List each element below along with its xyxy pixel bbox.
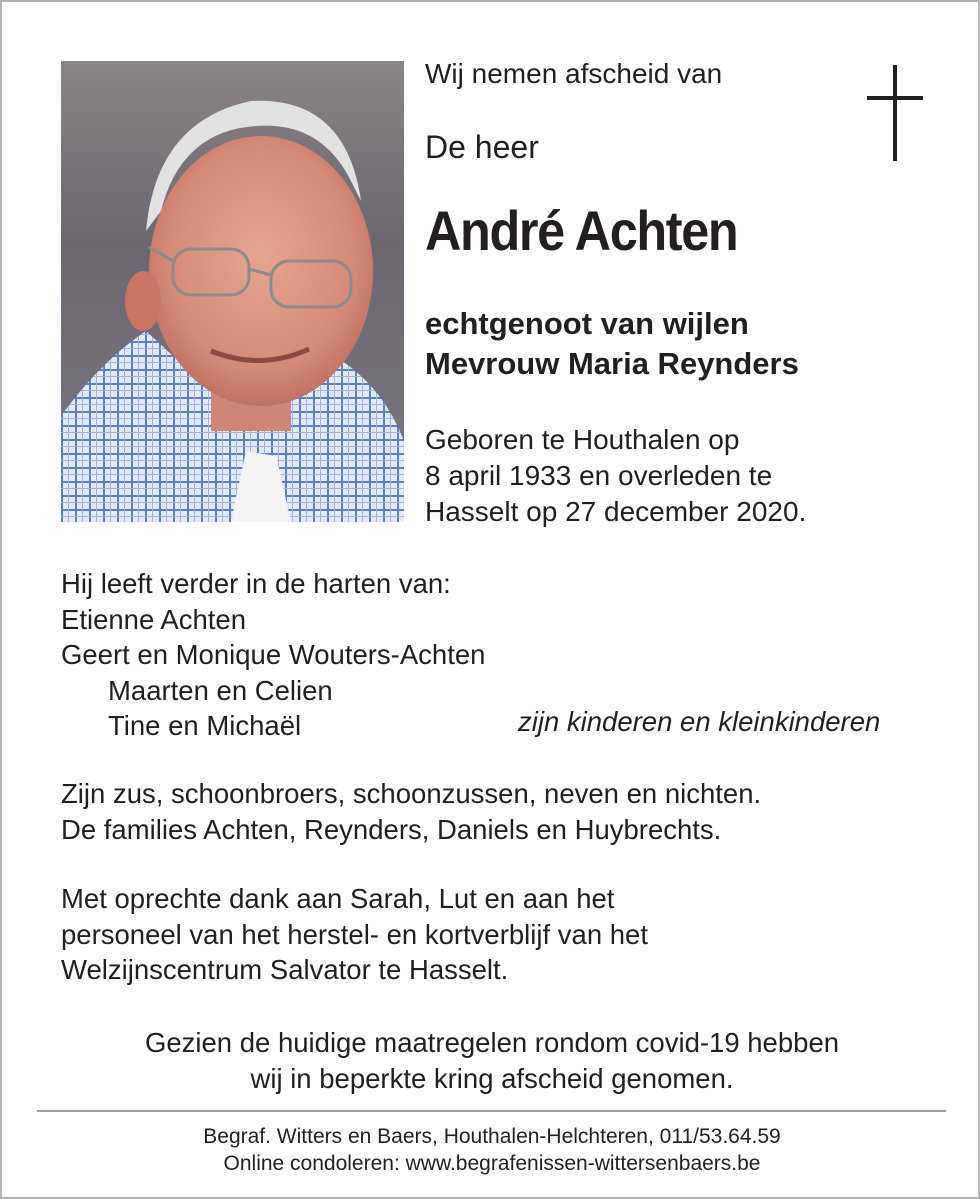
spouse-line: echtgenoot van wijlen	[425, 306, 749, 341]
birth-line: Hasselt op 27 december 2020.	[425, 496, 807, 527]
thanks-block	[61, 881, 648, 988]
covid-line: wij in beperkte kring afscheid genomen.	[250, 1063, 734, 1094]
thanks-line: Welzijnscentrum Salvator te Hasselt.	[61, 954, 509, 985]
cross-icon	[867, 65, 923, 161]
spouse-line: Mevrouw Maria Reynders	[425, 346, 799, 381]
family-block	[61, 776, 761, 847]
footer-divider	[37, 1110, 946, 1112]
condolence-link[interactable]: Online condoleren: www.begrafenissen-wittersenbaers.be	[223, 1152, 761, 1175]
funeral-home-line: Begraf. Witters en Baers, Houthalen-Helchteren, 011/53.64.59	[203, 1125, 781, 1148]
spouse-block	[425, 304, 799, 384]
thanks-line: personeel van het herstel- en kortverblijf van het	[61, 918, 648, 950]
covid-line: Gezien de huidige maatregelen rondom covid-19 hebben	[144, 1027, 840, 1058]
list-item: Geert en Monique Wouters-Achten	[61, 639, 486, 670]
family-line: De families Achten, Reynders, Daniels en Huybrechts.	[61, 813, 722, 845]
thanks-line: Met oprechte dank aan Sarah, Lut en aan het	[61, 883, 615, 914]
survivors-heading: Hij leeft verder in de harten van:	[61, 568, 451, 599]
honorific: De heer	[425, 129, 539, 165]
birth-line: 8 april 1933 en overleden te	[425, 460, 773, 491]
list-item: Etienne Achten	[61, 603, 247, 635]
portrait-photo	[61, 61, 404, 522]
birth-line: Geboren te Houthalen op	[425, 424, 740, 455]
covid-notice	[2, 1025, 980, 1097]
birth-death-block	[425, 422, 806, 530]
survivors-list	[61, 566, 485, 744]
deceased-name: André Achten	[425, 199, 738, 262]
survivors-role: zijn kinderen en kleinkinderen	[518, 706, 881, 737]
family-line: Zijn zus, schoonbroers, schoonzussen, neven en nichten.	[61, 778, 762, 809]
list-item: Maarten en Celien	[108, 674, 333, 706]
intro-text: Wij nemen afscheid van	[425, 58, 723, 89]
footer	[2, 1123, 980, 1177]
list-item: Tine en Michaël	[108, 710, 302, 741]
